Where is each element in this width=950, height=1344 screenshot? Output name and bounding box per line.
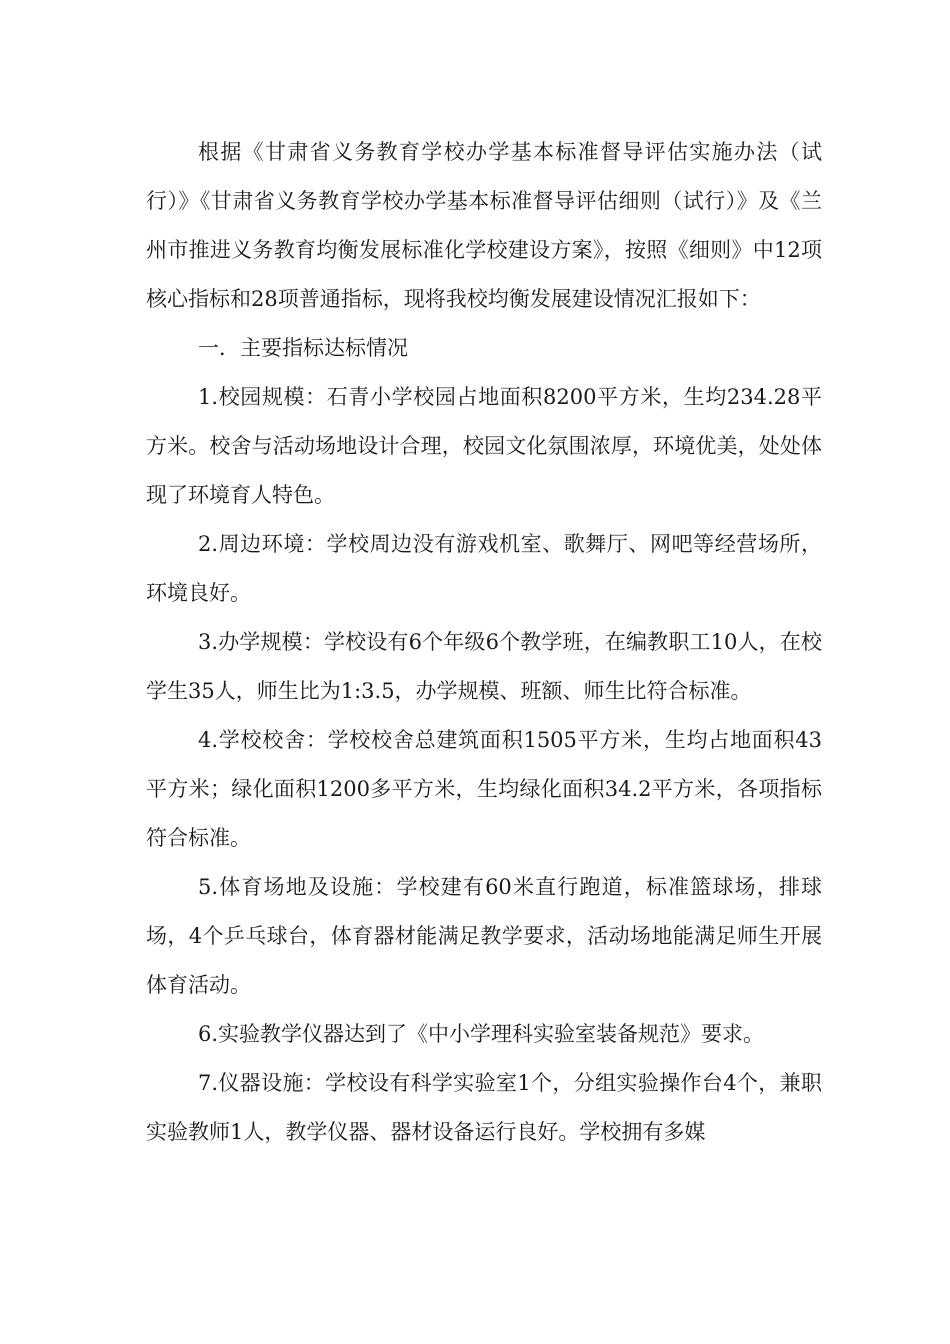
item-sports-facilities: 5.体育场地及设施：学校建有60米直行跑道，标准篮球场，排球场，4个乒乓球台，体育器材能满足教学要求，活动场地能满足师生开展体育活动。 <box>146 875 822 997</box>
item-campus-scale: 1.校园规模：石青小学校园占地面积8200平方米，生均234.28平方米。校舍与活动场地设计合理，校园文化氛围浓厚，环境优美，处处体现了环境育人特色。 <box>146 385 822 507</box>
item-lab-instruments: 6.实验教学仪器达到了《中小学理科实验室装备规范》要求。 <box>198 1022 765 1046</box>
item-equipment-facilities: 7.仪器设施：学校设有科学实验室1个，分组实验操作台4个，兼职实验教师1人，教学仪器、器材设备运行良好。学校拥有多媒 <box>146 1071 822 1144</box>
document-body <box>146 128 822 1157</box>
section-heading: 一．主要指标达标情况 <box>198 336 408 360</box>
item-surroundings: 2.周边环境：学校周边没有游戏机室、歌舞厅、网吧等经营场所，环境良好。 <box>146 532 822 605</box>
item-school-scale: 3.办学规模：学校设有6个年级6个教学班，在编教职工10人，在校学生35人，师生比为1:3.5，办学规模、班额、师生比符合标准。 <box>146 630 822 703</box>
item-school-buildings: 4.学校校舍：学校校舍总建筑面积1505平方米，生均占地面积43平方米；绿化面积1200多平方米，生均绿化面积34.2平方米，各项指标符合标准。 <box>146 728 822 850</box>
intro-paragraph: 根据《甘肃省义务教育学校办学基本标准督导评估实施办法（试行）》《甘肃省义务教育学校办学基本标准督导评估细则（试行）》及《兰州市推进义务教育均衡发展标准化学校建设方案》，按照《细则》中12项核心指标和28项普通指标，现将我校均衡发展建设情况汇报如下： <box>146 140 822 311</box>
